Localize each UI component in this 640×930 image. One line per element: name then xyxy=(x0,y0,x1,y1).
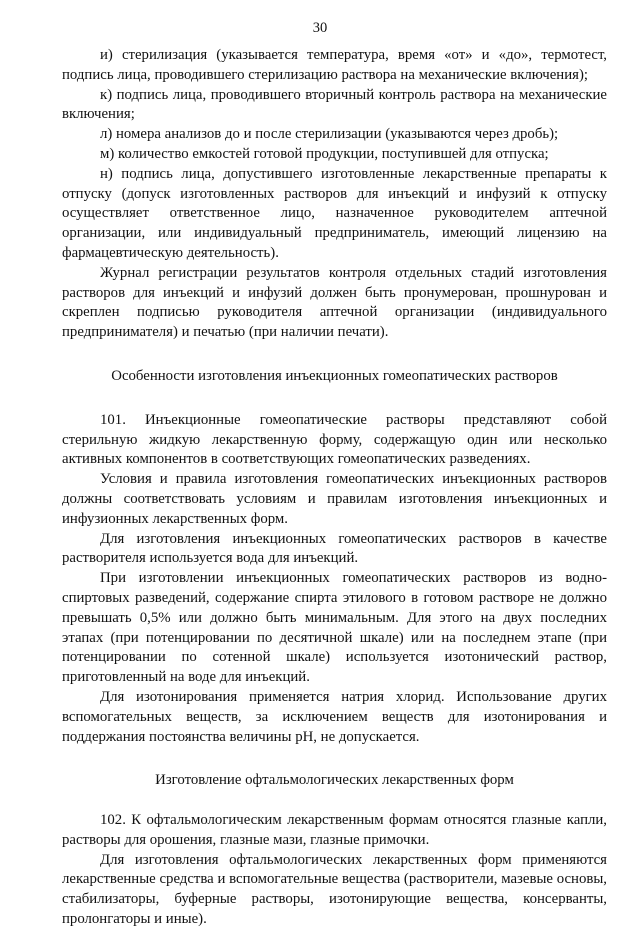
paragraph-journal: Журнал регистрации результатов контроля отдельных стадий изготовления растворов для инъекций и инфузий должен быть пронумерован, прошнурован и скреплен подписью руководителя аптечной организации (индивидуального предпринимателя) и печатью (при наличии печати). xyxy=(62,264,607,341)
paragraph-item-k: к) подпись лица, проводившего вторичный контроль раствора на механические включения; xyxy=(62,86,607,123)
paragraph-excipients: Для изготовления офтальмологических лекарственных форм применяются лекарственные средства и вспомогательные вещества (растворители, мазевые основы, стабилизаторы, буферные растворы, изотонирующие вещества, консерванты, пролонгаторы и иные). xyxy=(62,851,607,928)
section-heading-homeopathic: Особенности изготовления инъекционных гомеопатических растворов xyxy=(111,367,558,384)
paragraph-solvent: Для изготовления инъекционных гомеопатических растворов в качестве растворителя используется вода для инъекций. xyxy=(62,530,607,567)
paragraph-ethanol: При изготовлении инъекционных гомеопатических растворов из водно-спиртовых разведений, содержание спирта этилового в готовом растворе не должно превышать 0,5% или должно быть минимальным. Для этого на двух последних этапах (при потенцировании по десятичной шкале) или на последнем этапе (при потенцировании по сотенной шкале) используется изотонический раствор, приготовленный на воде для инъекций. xyxy=(62,570,607,686)
paragraph-item-l: л) номера анализов до и после стерилизации (указываются через дробь); xyxy=(100,126,559,143)
paragraph-101: 101. Инъекционные гомеопатические растворы представляют собой стерильную жидкую лекарственную форму, содержащую один или несколько активных компонентов в соответствующих гомеопатических разведениях. xyxy=(62,411,607,468)
paragraph-conditions: Условия и правила изготовления гомеопатических инъекционных растворов должны соответствовать условиям и правилам изготовления инъекционных и инфузионных лекарственных форм. xyxy=(62,471,607,527)
document-body xyxy=(62,46,607,930)
page-number: 30 xyxy=(312,20,328,36)
paragraph-102: 102. К офтальмологическим лекарственным формам относятся глазные капли, растворы для орошения, глазные мази, глазные примочки. xyxy=(62,812,607,848)
paragraph-isotonic: Для изотонирования применяется натрия хлорид. Использование других вспомогательных веществ, за исключением веществ для изотонирования и поддержания постоянства величины pH, не допускается. xyxy=(62,688,607,745)
paragraph-item-n: н) подпись лица, допустившего изготовленные лекарственные препараты к отпуску (допуск изготовленных растворов для инъекций и инфузий к отпуску осуществляет ответственное лицо, назначенное руководителем аптечной организации, или индивидуальный предприниматель, имеющий лицензию на фармацевтическую деятельность). xyxy=(62,165,607,261)
paragraph-item-m: м) количество емкостей готовой продукции, поступившей для отпуска; xyxy=(100,145,549,162)
paragraph-item-i: и) стерилизация (указывается температура, время «от» и «до», термотест, подпись лица, проводившего стерилизацию раствора на механические включения); xyxy=(62,47,607,83)
section-heading-ophthalmic: Изготовление офтальмологических лекарственных форм xyxy=(155,772,514,789)
